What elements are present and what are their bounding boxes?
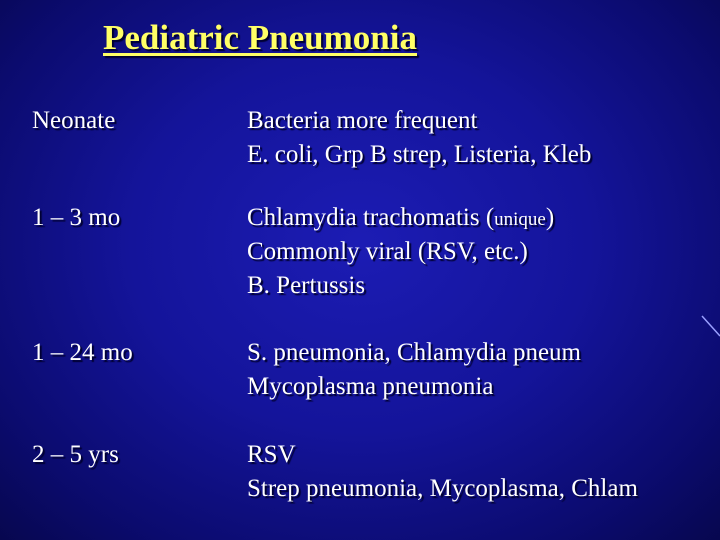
accent-stroke xyxy=(702,316,720,336)
infant-line-3: B. Pertussis xyxy=(247,272,366,299)
closing-paren: ) xyxy=(545,204,555,231)
neonate-line-1: Bacteria more frequent xyxy=(247,107,478,134)
toddler-line-1: S. pneumonia, Chlamydia pneum xyxy=(247,339,581,366)
age-1-24-mo: 1 – 24 mo xyxy=(32,339,133,366)
age-neonate: Neonate xyxy=(32,107,116,134)
toddler-line-2: Mycoplasma pneumonia xyxy=(247,373,494,400)
unique-note: unique xyxy=(494,209,546,230)
slide-title: Pediatric Pneumonia xyxy=(103,18,417,57)
neonate-line-2: E. coli, Grp B strep, Listeria, Kleb xyxy=(247,141,592,168)
age-2-5-yrs: 2 – 5 yrs xyxy=(32,441,119,468)
age-1-3-mo: 1 – 3 mo xyxy=(32,204,121,231)
infant-line-2: Commonly viral (RSV, etc.) xyxy=(247,238,528,265)
chlamydia-trachomatis-text: Chlamydia trachomatis ( xyxy=(247,204,495,231)
preschool-line-1: RSV xyxy=(247,441,296,468)
preschool-line-2: Strep pneumonia, Mycoplasma, Chlam xyxy=(247,475,638,502)
